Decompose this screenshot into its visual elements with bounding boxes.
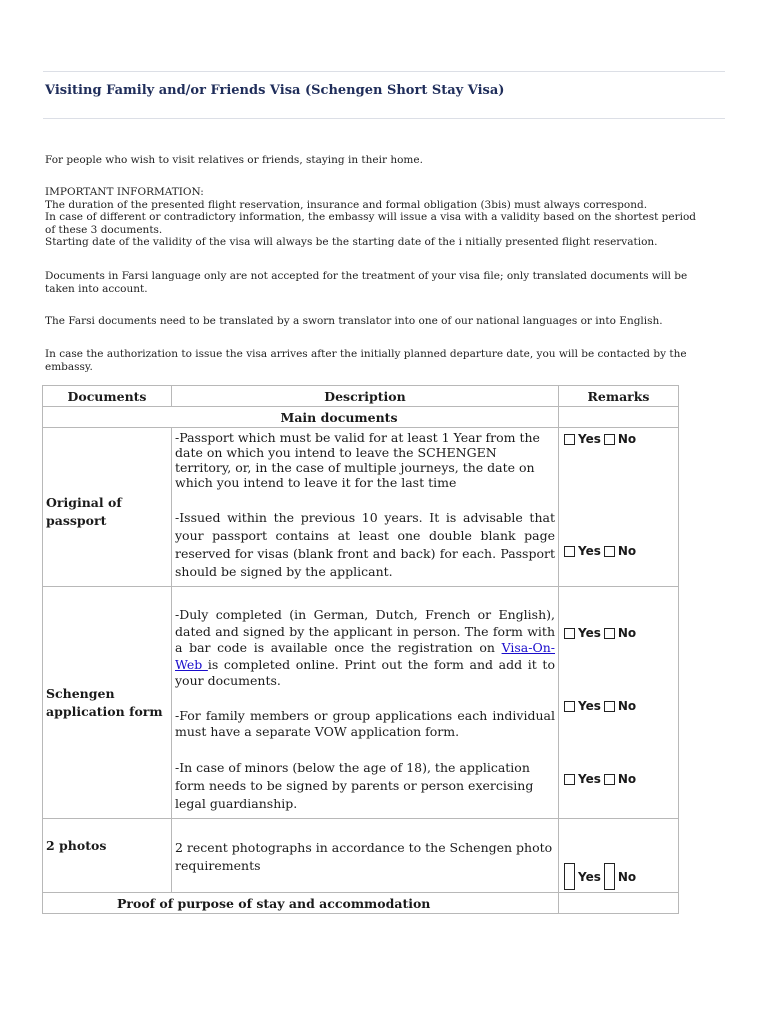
table-row-passport — [43, 428, 679, 587]
yes-no-group — [564, 544, 636, 558]
yes-no-group — [564, 772, 636, 786]
authorization-text: In case the authorization to issue the visa arrives after the initially planned departure date, you will be contacted by the embassy. — [45, 348, 687, 373]
no-checkbox[interactable] — [604, 701, 615, 712]
yes-label: Yes — [578, 772, 601, 786]
desc-passport — [172, 428, 559, 587]
yes-no-group — [564, 432, 636, 446]
section-proof-cell — [43, 893, 559, 914]
remarks-schengen-form — [559, 587, 679, 819]
important-heading: IMPORTANT INFORMATION: — [45, 186, 204, 198]
section-main-cell — [43, 407, 559, 428]
doc-name-passport: Original of passport — [43, 428, 172, 587]
yes-label: Yes — [578, 699, 601, 713]
yes-no-group — [564, 863, 636, 890]
doc-name-schengen-form: Schengen application form — [43, 587, 172, 819]
no-label: No — [617, 626, 637, 640]
intro-line — [45, 154, 700, 167]
important-text-1: The duration of the presented flight reservation, insurance and formal obligation (3bis) must always correspond. — [45, 198, 648, 211]
title-rule — [43, 118, 725, 119]
header-documents: Documents — [43, 386, 172, 407]
important-text-3: Starting date of the validity of the visa will always be the starting date of the i nitially presented flight reservation. — [45, 236, 658, 249]
yes-no-group — [564, 699, 636, 713]
top-rule — [43, 71, 725, 72]
no-checkbox[interactable] — [604, 863, 615, 890]
page-title: Visiting Family and/or Friends Visa (Schengen Short Stay Visa) — [45, 83, 505, 98]
no-checkbox[interactable] — [604, 628, 615, 639]
yes-checkbox[interactable] — [564, 546, 575, 557]
yes-label: Yes — [578, 432, 601, 446]
section-row-proof — [43, 893, 679, 914]
farsi-text-1: Documents in Farsi language only are not accepted for the treatment of your visa file; only translated documents will be taken into account. — [45, 270, 688, 295]
schengen-desc-2: -For family members or group applications each individual must have a separate VOW application form. — [175, 707, 555, 739]
table-row-photos — [43, 819, 679, 893]
no-label: No — [617, 544, 637, 558]
passport-desc-1: -Passport which must be valid for at least 1 Year from the date on which you intend to leave the SCHENGEN territory, or, in the case of multiple journeys, the date on which you intend to leave it for the last time — [175, 430, 540, 490]
schengen-desc-3: -In case of minors (below the age of 18), the application form needs to be signed by parents or person exercising legal guardianship. — [175, 759, 534, 811]
remarks-passport — [559, 428, 679, 587]
section-main-empty — [559, 407, 679, 428]
no-checkbox[interactable] — [604, 434, 615, 445]
schengen-desc-1-before: -Duly completed (in German, Dutch, French or English), dated and signed by the applicant in person. The form with a bar code is available once the registration on — [175, 607, 555, 655]
photos-desc: 2 recent photographs in accordance to the Schengen photo requirements — [175, 840, 553, 873]
section-proof-label: Proof of purpose of stay and accommodation — [117, 895, 431, 911]
schengen-desc-1-after: is completed online. Print out the form and add it to your documents. — [175, 656, 555, 688]
section-proof-empty — [559, 893, 679, 914]
yes-checkbox[interactable] — [564, 701, 575, 712]
doc-name-photos: 2 photos — [43, 819, 172, 893]
header-remarks: Remarks — [559, 386, 679, 407]
yes-no-group — [564, 626, 636, 640]
farsi-note — [45, 270, 700, 295]
no-checkbox[interactable] — [604, 546, 615, 557]
yes-label: Yes — [578, 869, 601, 884]
yes-checkbox[interactable] — [564, 774, 575, 785]
important-text-2: In case of different or contradictory information, the embassy will issue a visa with a validity based on the shortest period of these 3 documents. — [45, 211, 697, 236]
no-checkbox[interactable] — [604, 774, 615, 785]
yes-checkbox[interactable] — [564, 434, 575, 445]
translation-note — [45, 315, 700, 328]
yes-label: Yes — [578, 544, 601, 558]
no-label: No — [617, 772, 637, 786]
table-header-row — [43, 386, 679, 407]
remarks-photos — [559, 819, 679, 893]
section-main-label: Main documents — [280, 409, 398, 425]
yes-checkbox[interactable] — [564, 863, 575, 890]
intro-text: For people who wish to visit relatives or friends, staying in their home. — [45, 154, 423, 166]
no-label: No — [617, 699, 637, 713]
desc-schengen-form — [172, 587, 559, 819]
passport-desc-2: -Issued within the previous 10 years. It is advisable that your passport contains at least one double blank page reserved for visas (blank front and back) for each. Passport should be signed by the applicant. — [175, 510, 555, 579]
header-description: Description — [172, 386, 559, 407]
authorization-note — [45, 348, 700, 373]
table-row-schengen-form — [43, 587, 679, 819]
no-label: No — [617, 869, 637, 884]
section-row-main — [43, 407, 679, 428]
no-label: No — [617, 432, 637, 446]
schengen-desc-1 — [175, 607, 555, 690]
yes-checkbox[interactable] — [564, 628, 575, 639]
documents-table — [42, 385, 679, 914]
farsi-text-2: The Farsi documents need to be translated by a sworn translator into one of our national languages or into English. — [45, 315, 663, 327]
yes-label: Yes — [578, 626, 601, 640]
visa-on-web-link[interactable]: Visa-On-Web — [175, 640, 555, 672]
important-info-block — [45, 186, 700, 249]
desc-photos — [172, 819, 559, 893]
